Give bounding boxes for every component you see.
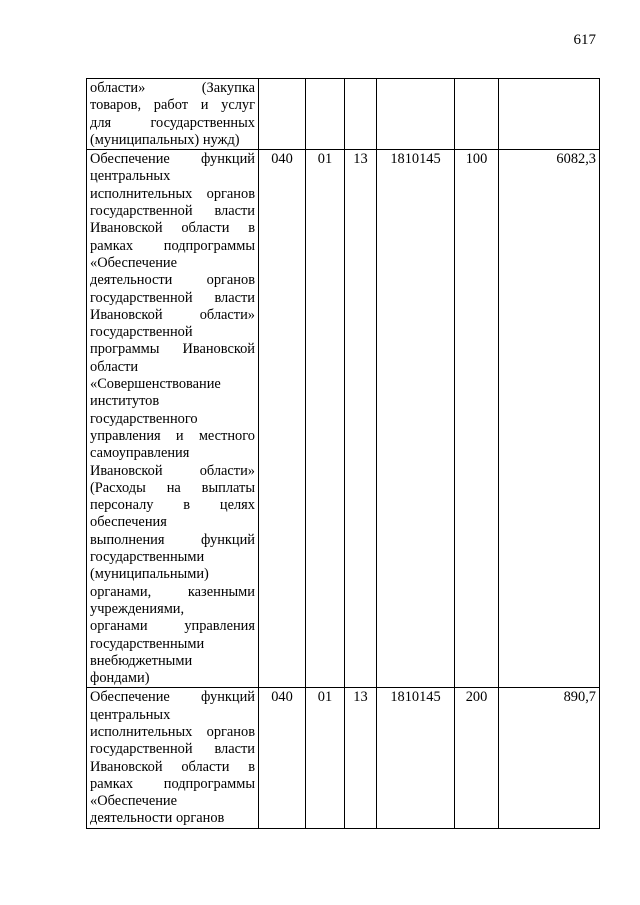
description-line: учреждениями, (90, 600, 185, 617)
description-line: институтов (90, 393, 160, 410)
description-line: (муниципальными) (90, 566, 209, 583)
cell-amount: 6082,3 (499, 150, 600, 688)
description-line: «Совершенствование (90, 376, 221, 393)
description-line: Ивановской области в (90, 758, 255, 775)
row-description (87, 688, 259, 828)
description-line: Ивановской области» (90, 462, 255, 479)
row-description (87, 150, 259, 688)
cell-target-article: 1810145 (377, 688, 455, 828)
description-line: центральных (90, 168, 171, 185)
description-line: области» (Закупка (90, 80, 255, 96)
cell-amount (499, 79, 600, 150)
cell-ministry-code (259, 79, 306, 150)
description-line: для государственных (90, 114, 255, 131)
cell-subsection-code: 13 (345, 150, 377, 688)
description-line: деятельности органов (90, 272, 255, 289)
description-line: государственного (90, 410, 198, 427)
description-line: управления и местного (90, 427, 255, 444)
description-line: рамках подпрограммы (90, 237, 255, 254)
description-line: выполнения функций (90, 531, 255, 548)
table-row (87, 150, 600, 688)
description-line: «Обеспечение (90, 793, 177, 810)
description-line: органами управления (90, 618, 255, 635)
description-line: государственными (90, 549, 205, 566)
page-number: 617 (573, 32, 596, 48)
description-line: центральных (90, 706, 171, 723)
row-description (87, 79, 259, 150)
cell-amount: 890,7 (499, 688, 600, 828)
table-body (87, 79, 600, 829)
description-line: области (90, 358, 139, 375)
description-line: «Обеспечение (90, 254, 177, 271)
cell-subsection-code: 13 (345, 688, 377, 828)
cell-target-article (377, 79, 455, 150)
description-line: самоуправления (90, 445, 190, 462)
description-line: программы Ивановской (90, 341, 255, 358)
description-line: (Расходы на выплаты (90, 479, 255, 496)
description-line: Обеспечение функций (90, 689, 255, 706)
description-line: деятельности органов (90, 810, 225, 827)
description-line: Ивановской области» (90, 306, 255, 323)
cell-ministry-code: 040 (259, 150, 306, 688)
description-line: Обеспечение функций (90, 151, 255, 168)
cell-subsection-code (345, 79, 377, 150)
description-line: Ивановской области в (90, 220, 255, 237)
description-line: обеспечения (90, 514, 167, 531)
cell-section-code (306, 79, 345, 150)
description-line: государственной власти (90, 289, 255, 306)
description-line: фондами) (90, 670, 150, 687)
cell-ministry-code: 040 (259, 688, 306, 828)
cell-expense-type: 200 (455, 688, 499, 828)
description-line: товаров, работ и услуг (90, 97, 255, 114)
cell-section-code: 01 (306, 688, 345, 828)
description-line: внебюджетными (90, 652, 193, 669)
table-row (87, 79, 600, 150)
description-line: государственной (90, 324, 193, 341)
description-line: государственными (90, 635, 205, 652)
description-line: государственной власти (90, 203, 255, 220)
description-line: персоналу в целях (90, 497, 255, 514)
cell-section-code: 01 (306, 150, 345, 688)
table-row (87, 688, 600, 828)
budget-table (86, 78, 600, 829)
description-line: исполнительных органов (90, 723, 255, 740)
description-line: (муниципальных) нужд) (90, 131, 240, 148)
cell-expense-type (455, 79, 499, 150)
cell-expense-type: 100 (455, 150, 499, 688)
description-line: исполнительных органов (90, 185, 255, 202)
cell-target-article: 1810145 (377, 150, 455, 688)
description-line: органами, казенными (90, 583, 255, 600)
description-line: рамках подпрограммы (90, 775, 255, 792)
description-line: государственной власти (90, 741, 255, 758)
